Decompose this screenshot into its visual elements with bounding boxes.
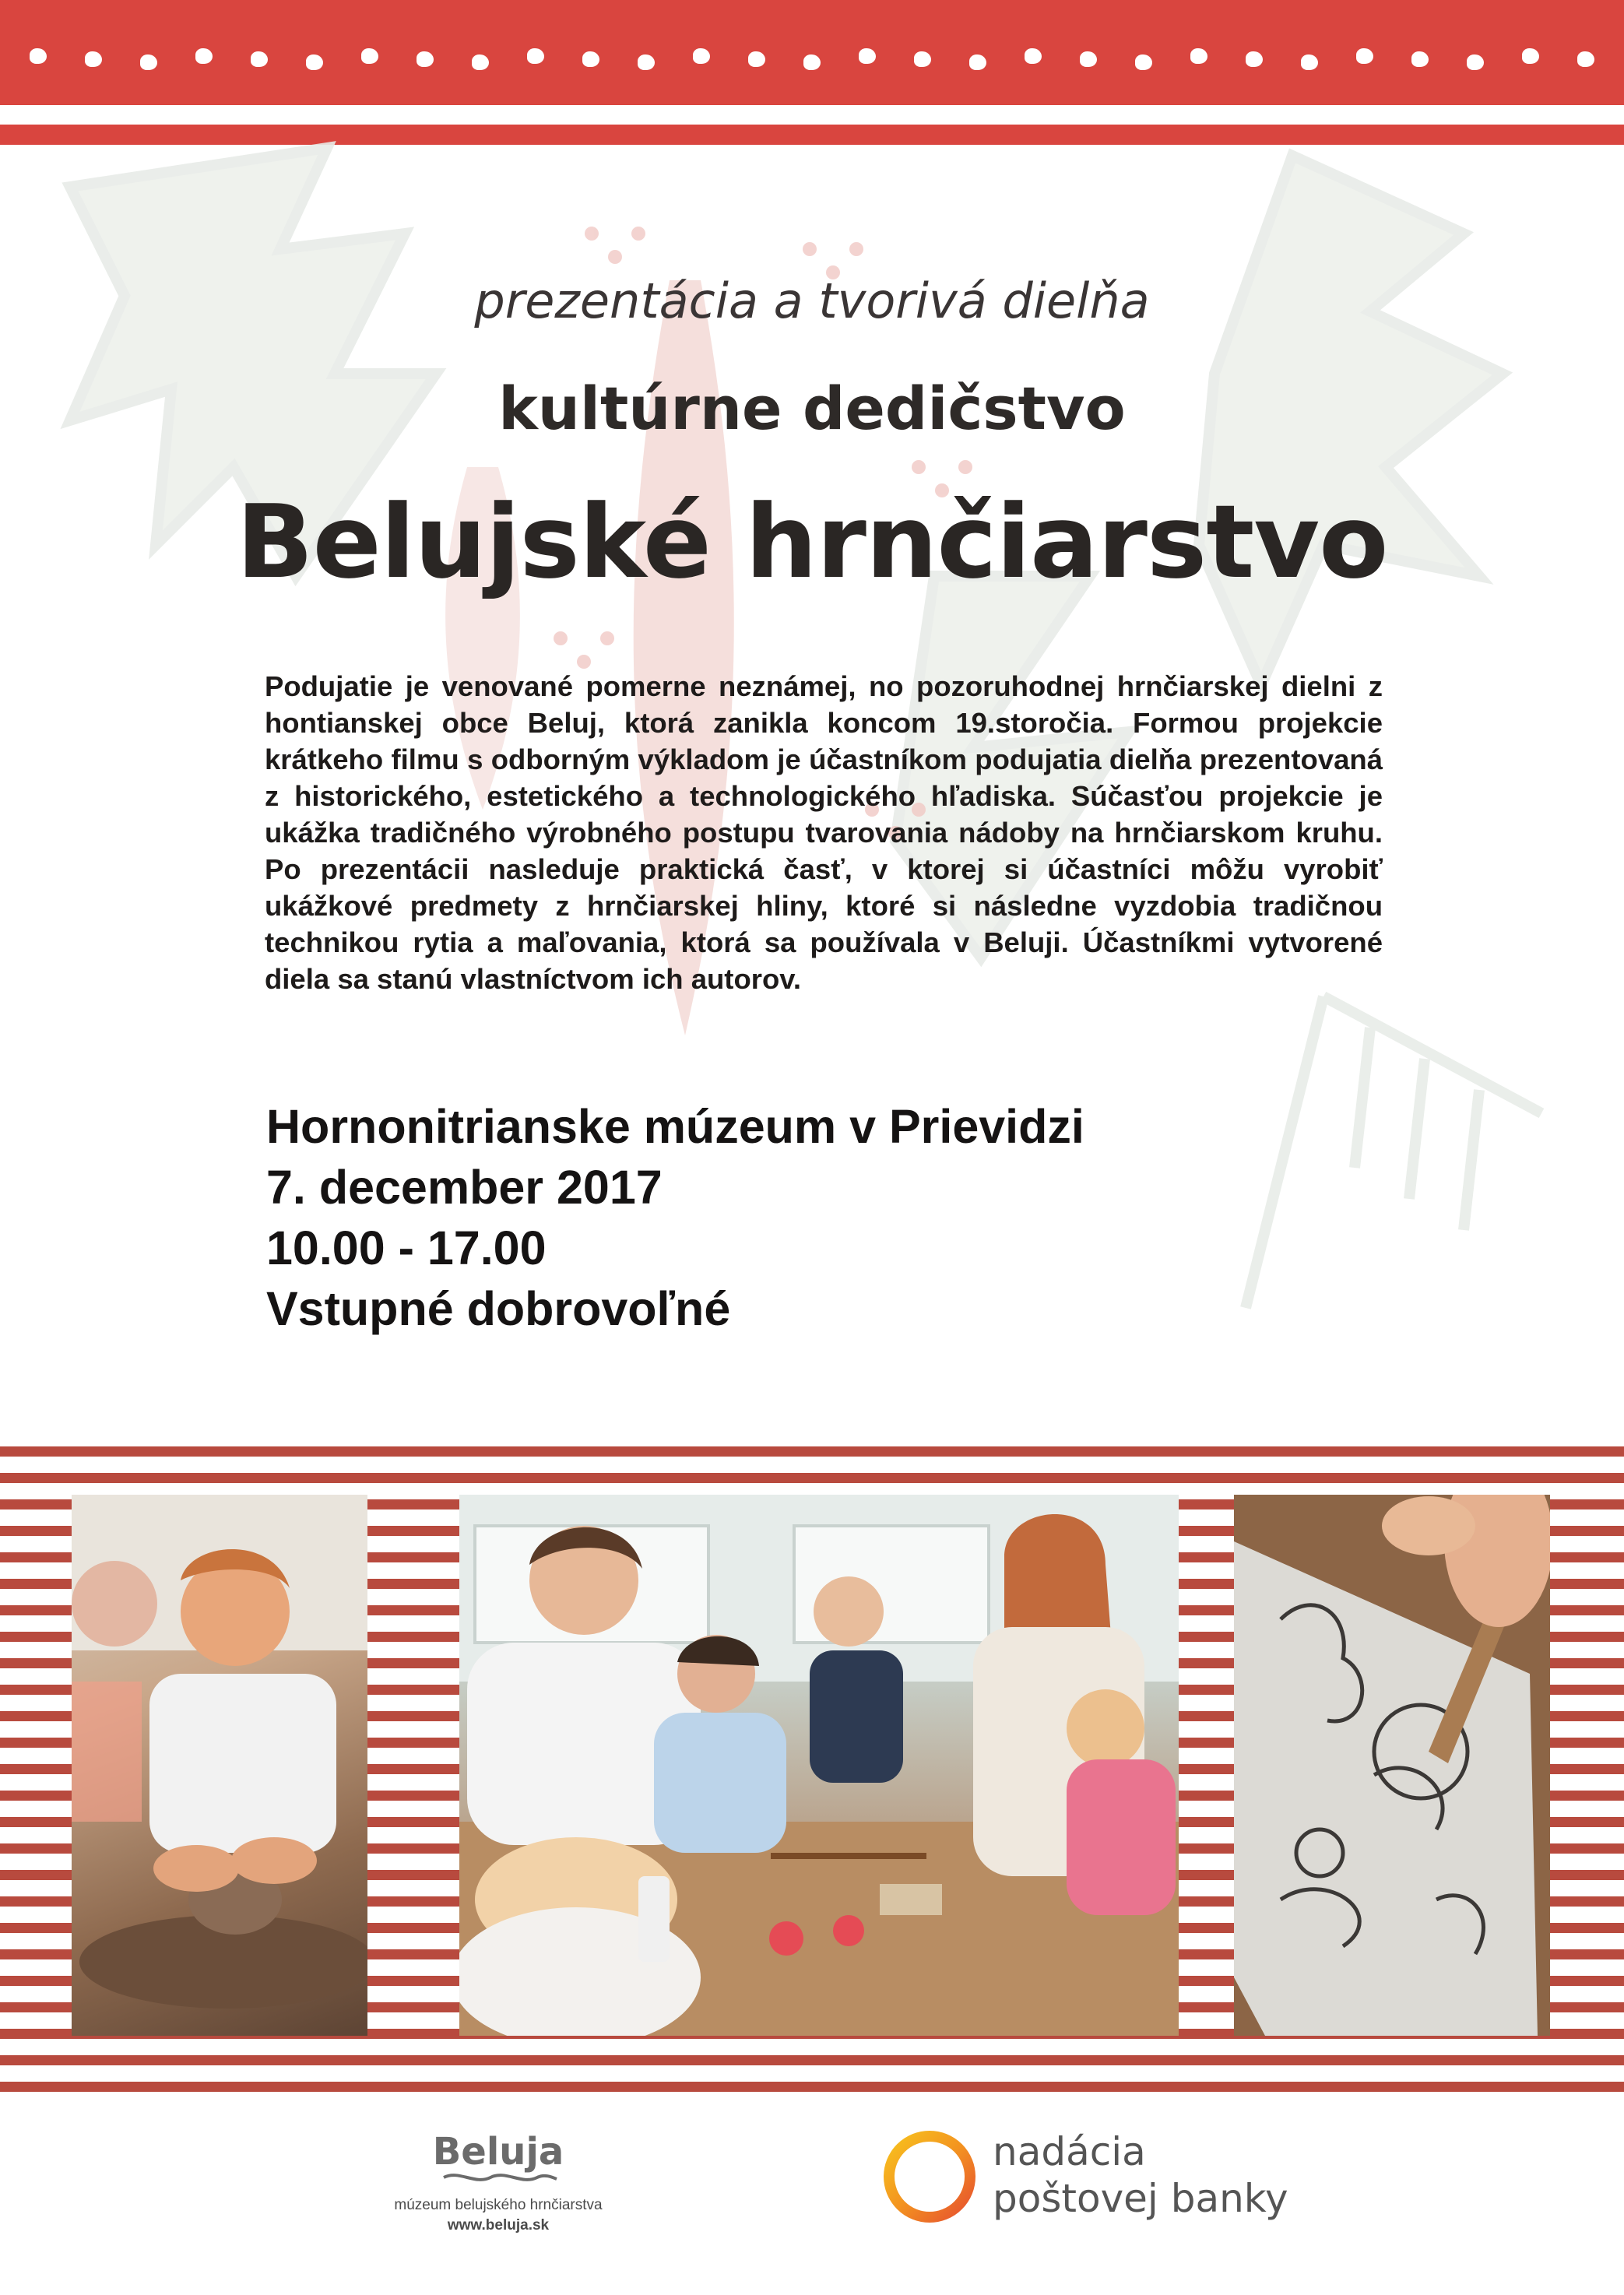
band-dot [748,51,765,67]
event-date: 7. december 2017 [266,1161,663,1214]
boy-at-pottery-wheel-photo [72,1495,367,2036]
band-dot [85,51,102,67]
band-dot [1411,51,1429,67]
event-topic: kultúrne dedičstvo [498,374,1126,443]
event-hours: 10.00 - 17.00 [266,1221,547,1274]
band-dot [1190,48,1207,64]
band-dot [472,54,489,70]
event-subtitle: prezentácia a tvorivá dielňa [474,272,1150,329]
band-dot [361,48,378,64]
band-dot [582,51,599,67]
band-dot [693,48,710,64]
band-dot [1135,54,1152,70]
museum-name: múzeum belujského hrnčiarstva [394,2197,603,2213]
band-dot [306,54,323,70]
band-dot [1301,54,1318,70]
band-dot [1522,48,1539,64]
event-venue: Hornonitrianske múzeum v Prievidzi [266,1100,1084,1153]
engraving-clay-tile-photo [1234,1495,1550,2036]
band-dot [417,51,434,67]
band-dot [914,51,931,67]
band-dot [1025,48,1042,64]
band-dots [0,0,1624,105]
beluja-logo-text: Beluja [432,2130,564,2174]
band-dot [1467,54,1484,70]
museum-website: www.beluja.sk [447,2217,550,2233]
band-dot [195,48,213,64]
event-description: Podujatie je venované pomerne neznámej, no pozoruhodnej hrnčiarskej dielni z hontianskej obce Beluj, ktorá zanikla koncom 19.storočia. Formou projekcie krátkeho filmu s odborným výkladom je účastníkom podujatia dielňa prezentovaná z historického, estetického a technologického hľadiska. Súčasťou projekcie je ukážka tradičného výrobného postupu tvarovania nádoby na hrnčiarskom kruhu. Po prezentácii nasleduje praktická časť, v ktorej si účastníci môžu vyrobiť ukážkové predmety z hrnčiarskej hliny, ktoré si následne vyzdobia tradičnou technikou rytia a maľovania, ktorá sa používala v Beluji. Účastníkmi vytvorené diela sa stanú vlastníctvom ich autorov. [265,670,1383,995]
band-dot [140,54,157,70]
band-dot [859,48,876,64]
sponsor-name-line2: poštovej banky [993,2176,1288,2221]
nadacia-ring-logo [878,2125,981,2228]
band-dot [1356,48,1373,64]
band-dot [30,48,47,64]
sponsor-name-line1: nadácia [993,2129,1146,2174]
band-dot [638,54,655,70]
band-dot [969,54,986,70]
beluja-logo [405,2121,592,2191]
event-entry-fee: Vstupné dobrovoľné [266,1282,731,1335]
band-dot [527,48,544,64]
band-dot [1577,51,1594,67]
band-dot [251,51,268,67]
band-dot [1080,51,1097,67]
page-title: Belujské hrnčiarstvo [236,483,1388,601]
band-dot [1246,51,1263,67]
children-workshop-classroom-photo [459,1495,1179,2036]
band-dot [803,54,821,70]
